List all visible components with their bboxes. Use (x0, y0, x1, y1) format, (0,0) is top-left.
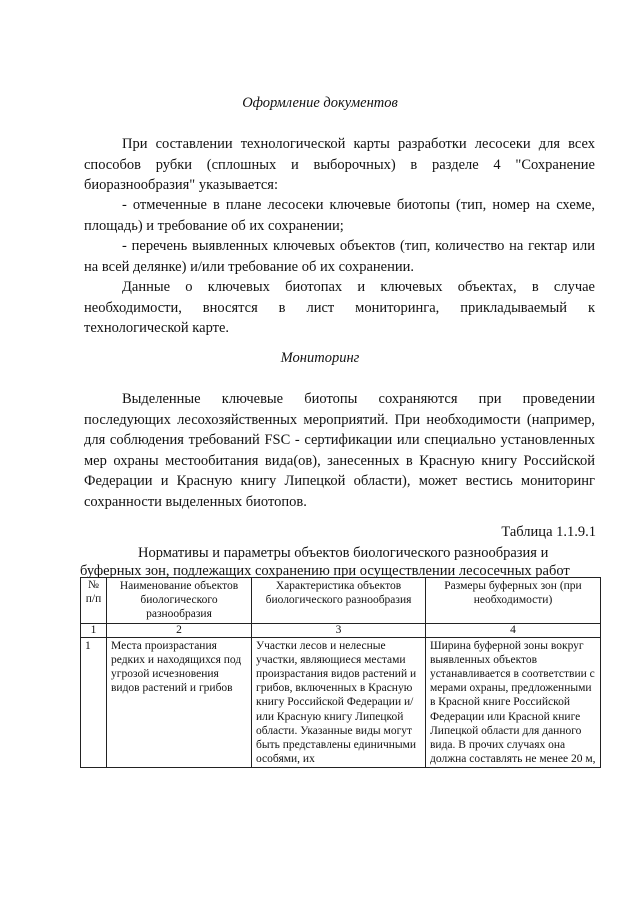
header-characteristic: Характеристика объектов биологического разнообразия (252, 578, 426, 624)
table-caption: Нормативы и параметры объектов биологического разнообразия и буферных зон, подлежащих сохранению при осуществлении лесосечных работ (80, 545, 570, 579)
row-name: Места произрастания редких и находящихся под угрозой исчезновения видов растений и грибов (107, 637, 252, 768)
docs-paragraph-3: - перечень выявленных ключевых объектов (тип, количество на гектар или на всей делянке) и/или требование об их сохранении. (84, 238, 595, 275)
table-index-row (81, 623, 601, 637)
index-cell: 3 (252, 623, 426, 637)
row-number: 1 (81, 637, 107, 768)
norms-table (80, 577, 601, 768)
table-header-row (81, 578, 601, 624)
table-row (81, 637, 601, 768)
docs-paragraph-1: При составлении технологической карты разработки лесосеки для всех способов рубки (сплошных и выборочных) в разделе 4 "Сохранение биоразнообразия" указывается: (84, 136, 595, 193)
row-buffer: Ширина буферной зоны вокруг выявленных объектов устанавливается в соответствии с мерами охраны, предложенными в Красной книге Российской Федерации или Красной книге Липецкой области для данного вида. В прочих случаях она должна составлять не менее 20 м, (426, 637, 601, 768)
monitoring-paragraph: Выделенные ключевые биотопы сохраняются при проведении последующих лесохозяйственных мероприятий. При необходимости (например, для соблюдения требований FSC - сертификации или специально установленных мер охраны местообитания вида(ов), занесенных в Красную книгу Российской Федерации и Красную книгу Липецкой области), может вестись мониторинг сохранности выделенных биотопов. (84, 391, 595, 510)
header-number: № п/п (81, 578, 107, 624)
monitoring-heading: Мониторинг (280, 350, 360, 366)
docs-paragraph-2: - отмеченные в плане лесосеки ключевые биотопы (тип, номер на схеме, площадь) и требование об их сохранении; (84, 197, 595, 234)
docs-heading: Оформление документов (242, 95, 398, 111)
index-cell: 4 (426, 623, 601, 637)
table-label: Таблица 1.1.9.1 (501, 524, 596, 540)
docs-paragraph-4: Данные о ключевых биотопах и ключевых объектах, в случае необходимости, вносятся в лист мониторинга, прикладываемый к технологической карте. (84, 279, 595, 336)
header-name: Наименование объектов биологического разнообразия (107, 578, 252, 624)
index-cell: 1 (81, 623, 107, 637)
row-characteristic: Участки лесов и нелесные участки, являющиеся местами произрастания видов растений и грибов, включенных в Красную книгу Российской Федерации и/или Красную книгу Липецкой области. Указанные виды могут быть представлены единичными особями, их (252, 637, 426, 768)
header-buffer: Размеры буферных зон (при необходимости) (426, 578, 601, 624)
index-cell: 2 (107, 623, 252, 637)
